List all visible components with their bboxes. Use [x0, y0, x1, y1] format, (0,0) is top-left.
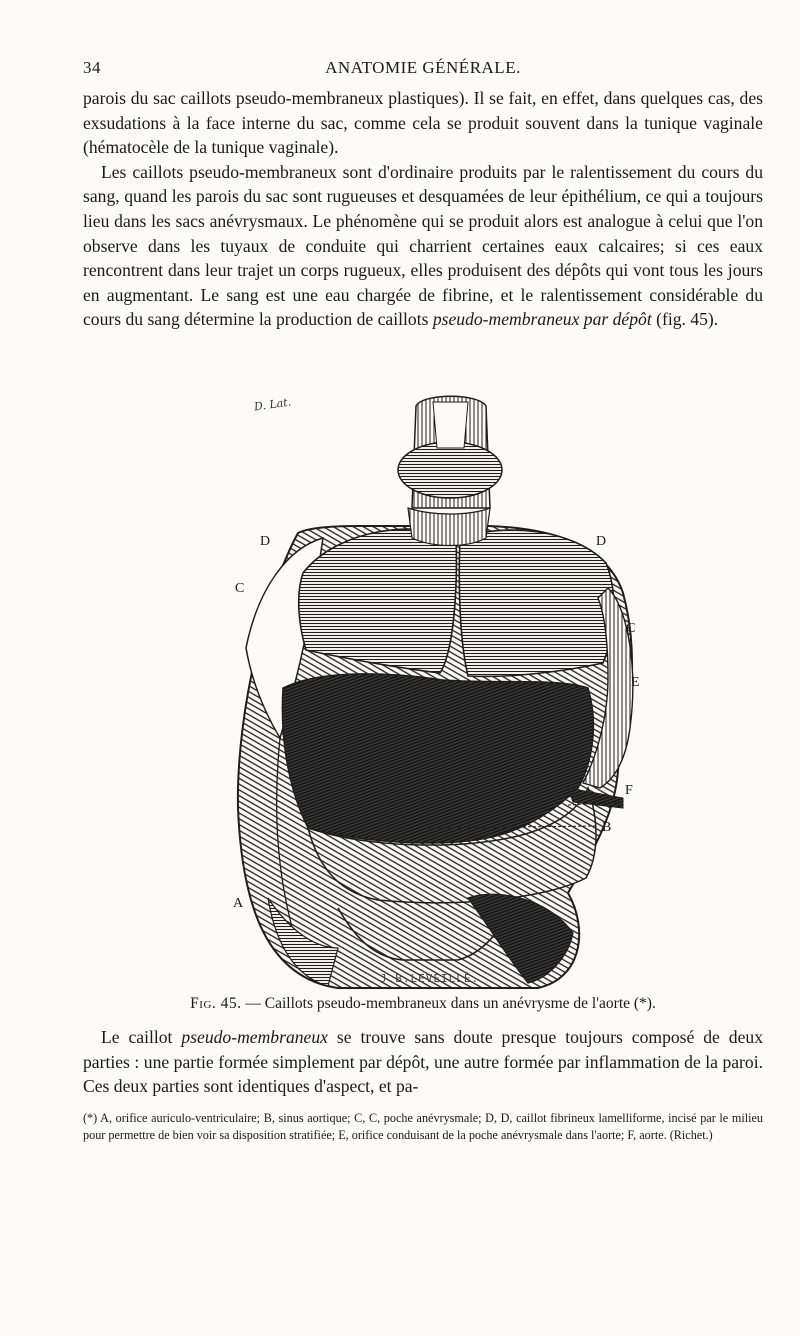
paragraph-3-text: Le caillot	[101, 1027, 182, 1047]
caption-text: — Caillots pseudo-membraneux dans un anévrysme de l'aorte (*).	[241, 995, 656, 1012]
paragraph-2-text: Les caillots pseudo-membraneux sont d'ordinaire produits par le ralentissement du cours du sang, quand les parois du sac sont rugueuses et desquamées de leur épithélium, ce qui a toujours lieu dans les sacs anévrysmaux. Le phénomène qui se produit alors est analogue à celui que l'on observe dans les tuyaux de conduite qui charrient certaines eaux calcaires; si ces eaux rencontrent dans leur trajet un corps rugueux, elles produisent des dépôts qui vont tous les jours en augmentant. Le sang est une eau chargée de fibrine, et le ralentissement considérable du cours du sang détermine la production de caillots	[83, 161, 763, 330]
paragraph-2-end: (fig. 45).	[651, 309, 719, 330]
footnote: (*) A, orifice auriculo-ventriculaire; B, sinus aortique; C, C, poche anévrysmale; D, D, caillot fibrineux lamelliforme, incisé par le milieu pour permettre de bien voir sa disposition stratifiée; E, orifice conduisant de la poche anévrysmale dans l'aorte; F, aorte. (Richet.)	[83, 1111, 763, 1142]
engraver-signature: J.B.LEVEILLÉ.	[380, 972, 480, 985]
page-number: 34	[83, 58, 101, 77]
caption-figure-number: Fig. 45.	[190, 995, 242, 1012]
label-b: B	[602, 820, 612, 835]
label-f: F	[625, 783, 633, 798]
top-text-block	[83, 86, 763, 332]
aneurysm-engraving	[228, 388, 648, 992]
chapter-title: ANATOMIE GÉNÉRALE.	[325, 58, 521, 77]
bottom-text-block	[83, 1025, 763, 1099]
artist-signature: D. Lat.	[253, 395, 292, 414]
label-d-right: D	[596, 534, 607, 549]
label-c-right: C	[626, 621, 636, 636]
running-head	[83, 58, 763, 82]
paragraph-2-italic: pseudo-membraneux par dépôt	[432, 309, 652, 330]
paragraph-2	[83, 160, 763, 332]
label-c-left: C	[235, 581, 245, 596]
label-e: E	[631, 675, 640, 690]
figure-caption	[83, 995, 763, 1013]
paragraph-3	[83, 1025, 763, 1099]
figure-45-illustration	[228, 388, 648, 992]
paragraph-1: parois du sac caillots pseudo-membraneux plastiques). Il se fait, en effet, dans quelques cas, des exsudations à la face interne du sac, comme cela se produit souvent dans la tunique vaginale (hématocèle de la tunique vaginale).	[83, 88, 763, 158]
paragraph-3-italic: pseudo-membraneux	[181, 1027, 328, 1047]
label-d-left: D	[260, 534, 271, 549]
label-a: A	[233, 896, 244, 911]
paragraph-3-end: se trouve sans doute presque toujours composé de deux parties : une partie formée simplement par dépôt, une autre formée par inflammation de la paroi. Ces deux parties sont identiques d'aspect, et pa-	[83, 1027, 763, 1097]
